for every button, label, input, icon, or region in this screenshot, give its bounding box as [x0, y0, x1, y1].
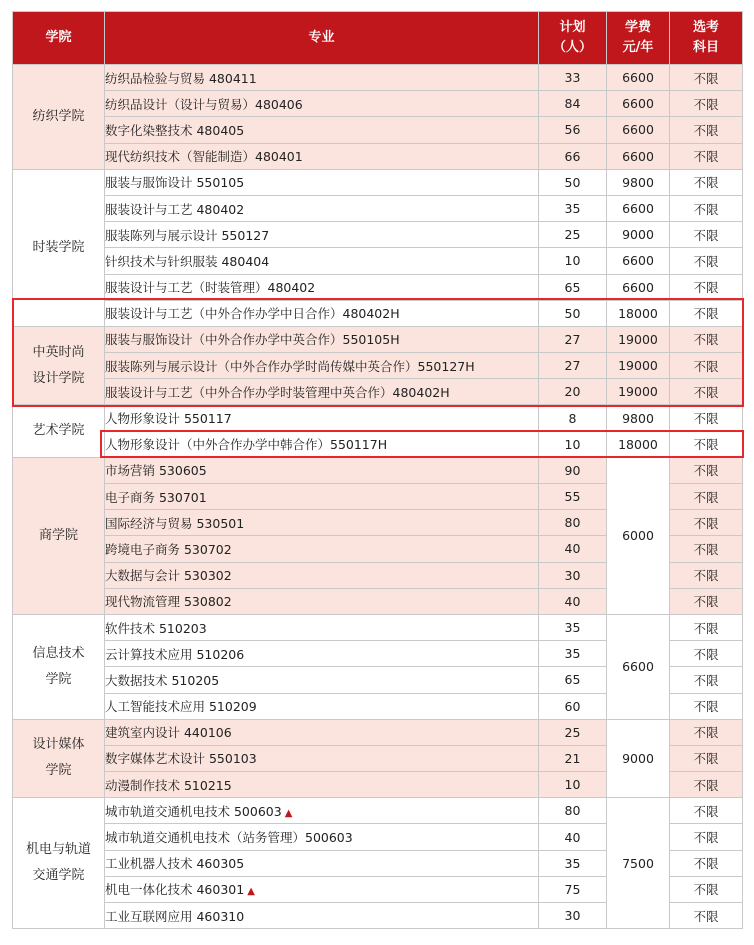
plan-count-cell: 27 — [539, 353, 607, 379]
plan-count-cell: 35 — [539, 195, 607, 221]
subject-requirement-cell: 不限 — [670, 484, 743, 510]
subject-requirement-cell: 不限 — [670, 353, 743, 379]
fee-cell: 6600 — [607, 195, 670, 221]
plan-count-cell: 10 — [539, 772, 607, 798]
plan-count-cell: 10 — [539, 431, 607, 457]
subject-requirement-cell: 不限 — [670, 641, 743, 667]
plan-count-cell: 8 — [539, 405, 607, 431]
major-cell: 服装与服饰设计 550105 — [105, 169, 539, 195]
major-cell: 云计算技术应用 510206 — [105, 641, 539, 667]
table-row — [13, 117, 743, 143]
table-row — [13, 195, 743, 221]
plan-count-cell: 75 — [539, 876, 607, 902]
major-cell: 城市轨道交通机电技术（站务管理）500603 — [105, 824, 539, 850]
major-cell: 数字化染整技术 480405 — [105, 117, 539, 143]
plan-count-cell: 25 — [539, 719, 607, 745]
subject-requirement-cell: 不限 — [670, 248, 743, 274]
major-cell: 服装陈列与展示设计 550127 — [105, 222, 539, 248]
college-name-line: 设计学院 — [32, 370, 85, 386]
college-cell — [13, 798, 105, 929]
plan-count-cell: 35 — [539, 641, 607, 667]
subject-requirement-cell: 不限 — [670, 274, 743, 300]
subject-requirement-cell: 不限 — [670, 510, 743, 536]
plan-count-cell: 20 — [539, 379, 607, 405]
fee-cell: 6600 — [607, 91, 670, 117]
subject-requirement-cell: 不限 — [670, 903, 743, 929]
subject-requirement-cell: 不限 — [670, 850, 743, 876]
plan-count-cell: 30 — [539, 903, 607, 929]
fee-cell: 18000 — [607, 300, 670, 326]
major-cell: 人物形象设计 550117 — [105, 405, 539, 431]
college-name-line: 设计媒体 — [32, 737, 85, 753]
fee-cell: 9000 — [607, 222, 670, 248]
plan-count-cell: 35 — [539, 850, 607, 876]
fee-cell: 6600 — [607, 248, 670, 274]
table-row — [13, 248, 743, 274]
subject-requirement-cell: 不限 — [670, 405, 743, 431]
table-row — [13, 353, 743, 379]
table-row — [13, 614, 743, 640]
plan-count-cell: 10 — [539, 248, 607, 274]
college-name-line: 交通学院 — [32, 868, 85, 884]
major-cell: 跨境电子商务 530702 — [105, 536, 539, 562]
major-cell: 国际经济与贸易 530501 — [105, 510, 539, 536]
plan-count-cell: 65 — [539, 667, 607, 693]
major-cell: 服装设计与工艺 480402 — [105, 195, 539, 221]
table-row — [13, 300, 743, 326]
fee-cell: 9000 — [607, 719, 670, 798]
major-cell: 市场营销 530605 — [105, 457, 539, 483]
plan-column-header: 计划 （人） — [539, 12, 607, 65]
plan-count-cell: 25 — [539, 222, 607, 248]
fee-cell: 9800 — [607, 169, 670, 195]
subject-column-header: 选考 科目 — [670, 12, 743, 65]
college-cell — [13, 326, 105, 405]
major-cell: 纺织品设计（设计与贸易）480406 — [105, 91, 539, 117]
plan-count-cell: 35 — [539, 614, 607, 640]
triangle-marker-icon: ▲ — [247, 886, 255, 898]
major-cell: 服装设计与工艺（中外合作办学中日合作）480402H — [105, 300, 539, 326]
table-row — [13, 326, 743, 352]
plan-count-cell: 65 — [539, 274, 607, 300]
subject-requirement-cell: 不限 — [670, 195, 743, 221]
fee-cell: 19000 — [607, 353, 670, 379]
fee-cell: 6600 — [607, 65, 670, 91]
fee-cell: 6600 — [607, 274, 670, 300]
table-row — [13, 274, 743, 300]
major-cell: 工业机器人技术 460305 — [105, 850, 539, 876]
subject-requirement-cell: 不限 — [670, 562, 743, 588]
plan-count-cell: 30 — [539, 562, 607, 588]
fee-cell: 6600 — [607, 614, 670, 719]
subject-requirement-cell: 不限 — [670, 824, 743, 850]
table-row — [13, 65, 743, 91]
college-cell — [13, 614, 105, 719]
college-name-line: 时装学院 — [32, 239, 85, 255]
fee-cell: 6600 — [607, 143, 670, 169]
plan-count-cell: 40 — [539, 588, 607, 614]
college-column-header: 学院 — [13, 12, 105, 65]
fee-cell: 19000 — [607, 326, 670, 352]
plan-count-cell: 80 — [539, 510, 607, 536]
table-row — [13, 143, 743, 169]
major-cell: 大数据与会计 530302 — [105, 562, 539, 588]
plan-count-cell: 40 — [539, 824, 607, 850]
plan-count-cell: 21 — [539, 745, 607, 771]
major-cell: 数字媒体艺术设计 550103 — [105, 745, 539, 771]
college-name-line: 学院 — [45, 671, 72, 687]
major-cell: 人物形象设计（中外合作办学中韩合作）550117H — [105, 431, 539, 457]
college-name-line: 信息技术 — [32, 645, 85, 661]
major-cell: 软件技术 510203 — [105, 614, 539, 640]
plan-count-cell: 60 — [539, 693, 607, 719]
major-cell: 现代物流管理 530802 — [105, 588, 539, 614]
subject-requirement-cell: 不限 — [670, 91, 743, 117]
major-cell: 城市轨道交通机电技术 500603 ▲ — [105, 798, 539, 824]
college-cell — [13, 719, 105, 798]
major-cell: 纺织品检验与贸易 480411 — [105, 65, 539, 91]
college-name-line: 艺术学院 — [32, 423, 85, 439]
college-cell — [13, 169, 105, 326]
plan-count-cell: 27 — [539, 326, 607, 352]
subject-requirement-cell: 不限 — [670, 667, 743, 693]
fee-column-header: 学费 元/年 — [607, 12, 670, 65]
subject-requirement-cell: 不限 — [670, 326, 743, 352]
plan-count-cell: 33 — [539, 65, 607, 91]
plan-count-cell: 40 — [539, 536, 607, 562]
enrollment-plan-table — [12, 11, 743, 929]
fee-cell: 18000 — [607, 431, 670, 457]
major-cell: 服装与服饰设计（中外合作办学中英合作）550105H — [105, 326, 539, 352]
plan-count-cell: 90 — [539, 457, 607, 483]
subject-requirement-cell: 不限 — [670, 745, 743, 771]
table-row — [13, 431, 743, 457]
major-cell: 服装设计与工艺（时装管理）480402 — [105, 274, 539, 300]
triangle-marker-icon: ▲ — [284, 807, 293, 819]
subject-requirement-cell: 不限 — [670, 169, 743, 195]
table-row — [13, 222, 743, 248]
table-row — [13, 379, 743, 405]
major-column-header: 专业 — [105, 12, 539, 65]
college-cell — [13, 457, 105, 614]
college-name-line: 机电与轨道 — [25, 842, 91, 858]
plan-count-cell: 50 — [539, 300, 607, 326]
table-header-row — [13, 12, 743, 65]
subject-requirement-cell: 不限 — [670, 798, 743, 824]
plan-count-cell: 55 — [539, 484, 607, 510]
major-cell: 服装陈列与展示设计（中外合作办学时尚传媒中英合作）550127H — [105, 353, 539, 379]
table-row — [13, 169, 743, 195]
fee-cell: 6600 — [607, 117, 670, 143]
table-row — [13, 798, 743, 824]
major-cell: 针织技术与针织服装 480404 — [105, 248, 539, 274]
major-cell: 服装设计与工艺（中外合作办学时装管理中英合作）480402H — [105, 379, 539, 405]
subject-requirement-cell: 不限 — [670, 143, 743, 169]
major-cell: 现代纺织技术（智能制造）480401 — [105, 143, 539, 169]
major-cell: 电子商务 530701 — [105, 484, 539, 510]
plan-count-cell: 50 — [539, 169, 607, 195]
subject-requirement-cell: 不限 — [670, 300, 743, 326]
fee-cell: 6000 — [607, 457, 670, 614]
subject-requirement-cell: 不限 — [670, 876, 743, 902]
fee-cell: 7500 — [607, 798, 670, 929]
table-row — [13, 91, 743, 117]
subject-requirement-cell: 不限 — [670, 65, 743, 91]
subject-requirement-cell: 不限 — [670, 222, 743, 248]
subject-requirement-cell: 不限 — [670, 588, 743, 614]
fee-cell: 19000 — [607, 379, 670, 405]
subject-requirement-cell: 不限 — [670, 457, 743, 483]
subject-requirement-cell: 不限 — [670, 772, 743, 798]
subject-requirement-cell: 不限 — [670, 693, 743, 719]
major-cell: 大数据技术 510205 — [105, 667, 539, 693]
major-cell: 人工智能技术应用 510209 — [105, 693, 539, 719]
table-row — [13, 719, 743, 745]
subject-requirement-cell: 不限 — [670, 117, 743, 143]
plan-count-cell: 66 — [539, 143, 607, 169]
subject-requirement-cell: 不限 — [670, 719, 743, 745]
major-cell: 建筑室内设计 440106 — [105, 719, 539, 745]
plan-count-cell: 56 — [539, 117, 607, 143]
subject-requirement-cell: 不限 — [670, 614, 743, 640]
major-cell: 动漫制作技术 510215 — [105, 772, 539, 798]
college-name-line: 商学院 — [38, 527, 78, 543]
table-body — [13, 65, 743, 929]
major-cell: 工业互联网应用 460310 — [105, 903, 539, 929]
plan-count-cell: 80 — [539, 798, 607, 824]
subject-requirement-cell: 不限 — [670, 379, 743, 405]
table-row — [13, 405, 743, 431]
college-cell — [13, 405, 105, 457]
college-name-line: 纺织学院 — [32, 108, 85, 124]
subject-requirement-cell: 不限 — [670, 431, 743, 457]
plan-count-cell: 84 — [539, 91, 607, 117]
college-cell — [13, 65, 105, 170]
table-row — [13, 457, 743, 483]
fee-cell: 9800 — [607, 405, 670, 431]
major-cell: 机电一体化技术 460301 ▲ — [105, 876, 539, 902]
college-name-line: 学院 — [45, 763, 72, 779]
subject-requirement-cell: 不限 — [670, 536, 743, 562]
college-name-line: 中英时尚 — [32, 344, 85, 360]
